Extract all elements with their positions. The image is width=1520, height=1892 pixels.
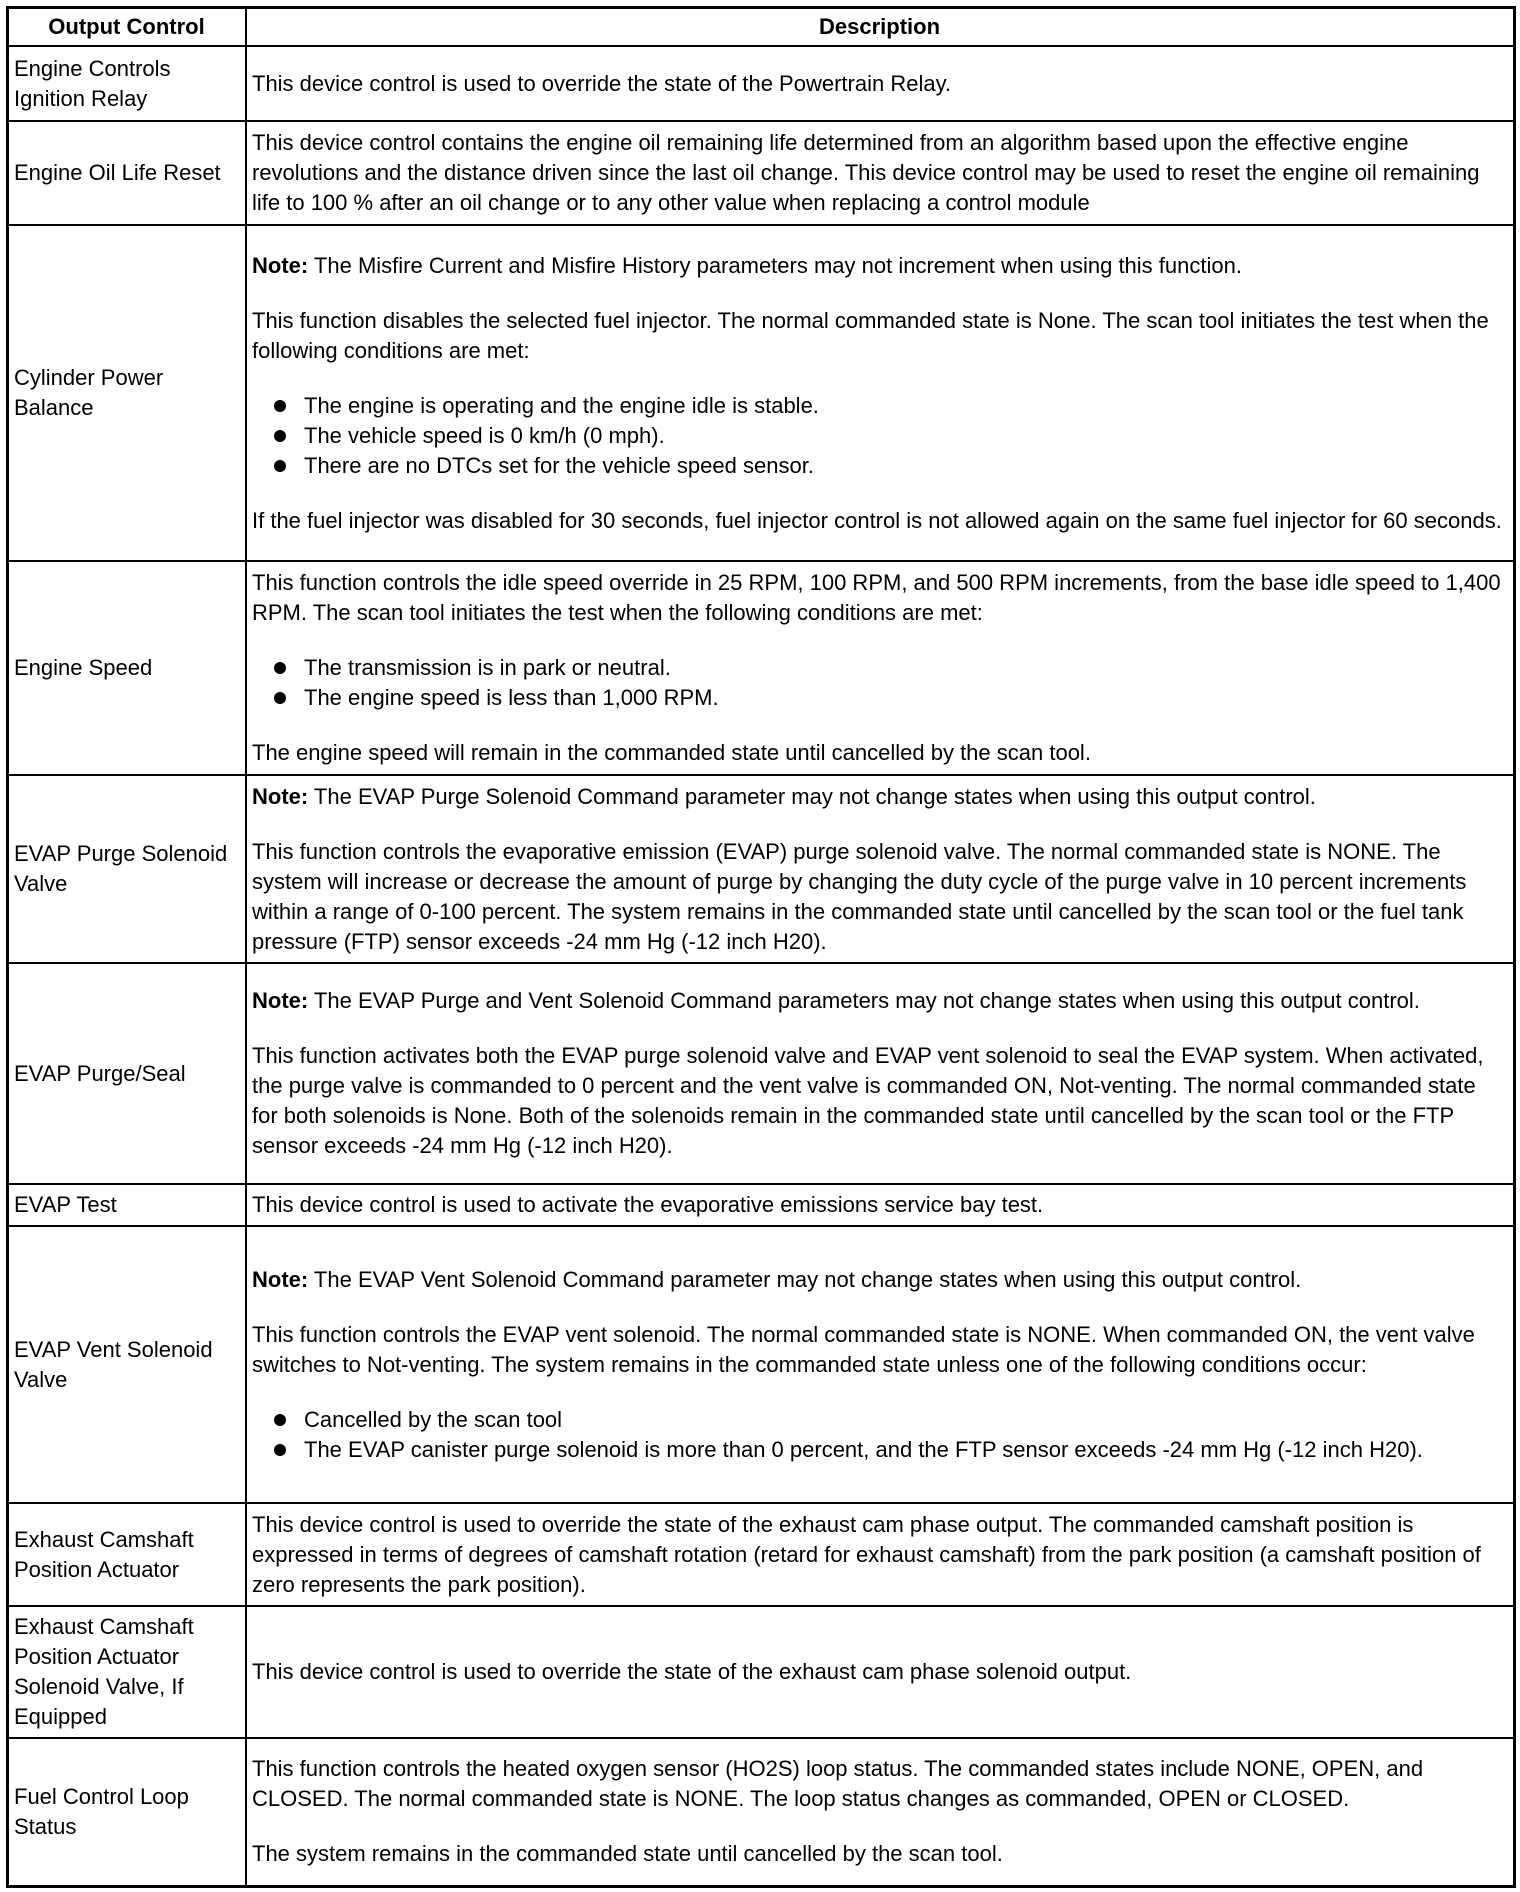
- header-description: Description: [246, 8, 1515, 47]
- note: [252, 782, 1507, 812]
- description-paragraph: This function controls the evaporative emission (EVAP) purge solenoid valve. The normal commanded state is NONE. The system will increase or decrease the amount of purge by changing the duty cycle of the purge valve in 10 percent increments within a range of 0-100 percent. The system remains in the commanded state until cancelled by the scan tool or the fuel tank pressure (FTP) sensor exceeds -24 mm Hg (-12 inch H20).: [252, 838, 1467, 954]
- description-cell: [246, 1738, 1515, 1886]
- output-control-cell: Engine Controls Ignition Relay: [8, 46, 247, 121]
- list-item-text: There are no DTCs set for the vehicle speed sensor.: [304, 452, 814, 478]
- table-row: [8, 46, 1515, 121]
- list-item: [252, 683, 1507, 713]
- table-row: [8, 1226, 1515, 1503]
- description-paragraph: This device control is used to activate the evaporative emissions service bay test.: [252, 1192, 1044, 1217]
- description-cell: [246, 46, 1515, 121]
- note-label: Note:: [252, 783, 309, 809]
- list-item: [252, 1405, 1507, 1435]
- list-item: [252, 653, 1507, 683]
- output-control-cell: Exhaust Camshaft Position Actuator: [8, 1503, 247, 1606]
- note-label: Note:: [252, 1266, 309, 1292]
- description-cell: [246, 225, 1515, 561]
- list-item-text: The engine speed is less than 1,000 RPM.: [304, 685, 719, 710]
- table-row: [8, 561, 1515, 775]
- table-row: [8, 775, 1515, 963]
- description-paragraph: This device control is used to override the state of the exhaust cam phase solenoid output.: [252, 1659, 1132, 1684]
- list-item: [252, 391, 1507, 421]
- table-row: [8, 1738, 1515, 1886]
- note-text: The EVAP Purge and Vent Solenoid Command parameters may not change states when using this output control.: [308, 988, 1420, 1013]
- bullet-icon: [274, 460, 286, 472]
- list-item-text: The vehicle speed is 0 km/h (0 mph).: [304, 422, 665, 448]
- output-control-cell: EVAP Vent Solenoid Valve: [8, 1226, 247, 1503]
- output-control-cell: EVAP Purge/Seal: [8, 963, 247, 1184]
- description-paragraph: This function disables the selected fuel injector. The normal commanded state is None. The scan tool initiates the test when the following conditions are met:: [252, 307, 1489, 363]
- description-cell: [246, 1184, 1515, 1226]
- condition-list: [252, 391, 1507, 481]
- description-paragraph: This function controls the EVAP vent solenoid. The normal commanded state is NONE. When commanded ON, the vent valve switches to Not-venting. The system remains in the commanded state unless one of the following conditions occur:: [252, 1321, 1475, 1377]
- condition-list: [252, 653, 1507, 713]
- table-header-row: [8, 8, 1515, 47]
- output-control-cell: EVAP Purge Solenoid Valve: [8, 775, 247, 963]
- description-paragraph: This function controls the heated oxygen sensor (HO2S) loop status. The commanded states include NONE, OPEN, and CLOSED. The normal commanded state is NONE. The loop status changes as commanded, OPEN or CLOSED.: [252, 1756, 1424, 1812]
- description-paragraph: This function activates both the EVAP purge solenoid valve and EVAP vent solenoid to seal the EVAP system. When activated, the purge valve is commanded to 0 percent and the vent valve is commanded ON, Not-venting. The normal commanded state for both solenoids is None. Both of the solenoids remain in the commanded state until cancelled by the scan tool or the FTP sensor exceeds -24 mm Hg (-12 inch H20).: [252, 1043, 1484, 1158]
- description-paragraph: This device control is used to override the state of the Powertrain Relay.: [252, 70, 952, 96]
- description-paragraph: This device control contains the engine oil remaining life determined from an algorithm based upon the effective engine revolutions and the distance driven since the last oil change. This device control may be used to reset the engine oil remaining life to 100 % after an oil change or to any other value when replacing a control module: [252, 130, 1480, 215]
- list-item: [252, 1435, 1507, 1465]
- output-control-cell: Cylinder Power Balance: [8, 225, 247, 561]
- table-row: [8, 1184, 1515, 1226]
- note-text: The EVAP Vent Solenoid Command parameter may not change states when using this output control.: [308, 1266, 1302, 1292]
- bullet-icon: [274, 692, 286, 704]
- output-control-cell: EVAP Test: [8, 1184, 247, 1226]
- bullet-icon: [274, 430, 286, 442]
- table-row: [8, 1606, 1515, 1738]
- bullet-icon: [274, 662, 286, 674]
- note-text: The Misfire Current and Misfire History parameters may not increment when using this function.: [308, 252, 1242, 278]
- table-row: [8, 963, 1515, 1184]
- note-label: Note:: [252, 988, 309, 1013]
- output-control-cell: Exhaust Camshaft Position Actuator Solenoid Valve, If Equipped: [8, 1606, 247, 1738]
- list-item-text: The transmission is in park or neutral.: [304, 655, 671, 680]
- list-item: [252, 421, 1507, 451]
- description-paragraph: This device control is used to override the state of the exhaust cam phase output. The commanded camshaft position is expressed in terms of degrees of camshaft rotation (retard for exhaust camshaft) from the park position (a camshaft position of zero represents the park position).: [252, 1511, 1481, 1597]
- list-item: [252, 451, 1507, 481]
- description-cell: [246, 121, 1515, 225]
- table-row: [8, 1503, 1515, 1606]
- condition-list: [252, 1405, 1507, 1465]
- description-cell: [246, 1226, 1515, 1503]
- output-control-cell: Engine Speed: [8, 561, 247, 775]
- description-cell: [246, 561, 1515, 775]
- bullet-icon: [274, 1444, 286, 1456]
- bullet-icon: [274, 1414, 286, 1426]
- header-output-control: Output Control: [8, 8, 247, 47]
- table-row: [8, 225, 1515, 561]
- note: [252, 251, 1507, 281]
- bullet-icon: [274, 400, 286, 412]
- table-row: [8, 121, 1515, 225]
- description-paragraph: The engine speed will remain in the commanded state until cancelled by the scan tool.: [252, 740, 1091, 765]
- note: [252, 1265, 1507, 1295]
- list-item-text: The EVAP canister purge solenoid is more than 0 percent, and the FTP sensor exceeds -24 mm Hg (-12 inch H20).: [304, 1436, 1423, 1462]
- note-label: Note:: [252, 252, 309, 278]
- description-paragraph: If the fuel injector was disabled for 30 seconds, fuel injector control is not allowed again on the same fuel injector for 60 seconds.: [252, 507, 1502, 533]
- note-text: The EVAP Purge Solenoid Command parameter may not change states when using this output control.: [308, 783, 1316, 809]
- output-control-cell: Fuel Control Loop Status: [8, 1738, 247, 1886]
- description-cell: [246, 775, 1515, 963]
- list-item-text: The engine is operating and the engine idle is stable.: [304, 392, 819, 418]
- output-control-cell: Engine Oil Life Reset: [8, 121, 247, 225]
- description-cell: [246, 1606, 1515, 1738]
- description-paragraph: The system remains in the commanded state until cancelled by the scan tool.: [252, 1841, 1003, 1867]
- description-cell: [246, 963, 1515, 1184]
- note: [252, 986, 1507, 1016]
- description-paragraph: This function controls the idle speed override in 25 RPM, 100 RPM, and 500 RPM increments, from the base idle speed to 1,400 RPM. The scan tool initiates the test when the following conditions are met:: [252, 570, 1501, 625]
- output-control-table: [6, 6, 1516, 1888]
- list-item-text: Cancelled by the scan tool: [304, 1406, 563, 1432]
- description-cell: [246, 1503, 1515, 1606]
